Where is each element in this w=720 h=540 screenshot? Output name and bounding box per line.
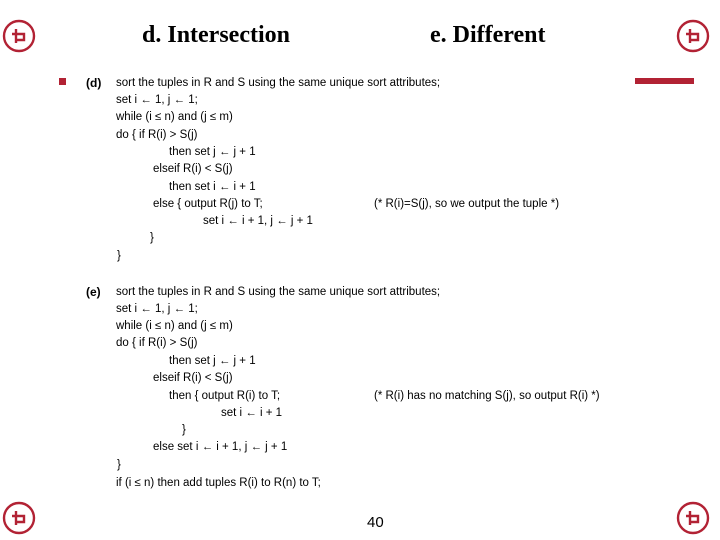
algorithm-e-line: do { if R(i) > S(j): [116, 337, 198, 349]
algorithm-e-label: (e): [86, 285, 101, 299]
algorithm-e-line: then { output R(i) to T;: [169, 390, 281, 402]
algorithm-d-line: set i ← 1, j ← 1;: [116, 94, 198, 106]
stylized-g-icon: [676, 501, 710, 535]
algorithm-e-comment: (* R(i) has no matching S(j), so output R(i) *): [374, 390, 600, 402]
stylized-g-icon: [676, 19, 710, 53]
stylized-g-icon: [2, 501, 36, 535]
algorithm-e-line: if (i ≤ n) then add tuples R(i) to R(n) to T;: [116, 477, 321, 489]
algorithm-d-line: then set i ← i + 1: [169, 181, 256, 193]
algorithm-d-line: sort the tuples in R and S using the same unique sort attributes;: [116, 77, 441, 89]
slide-title-different: e. Different: [430, 22, 546, 48]
algorithm-e-line: }: [117, 459, 121, 471]
algorithm-e-line: while (i ≤ n) and (j ≤ m): [116, 320, 233, 332]
algorithm-e-line: set i ← i + 1: [221, 407, 283, 419]
algorithm-e-line: set i ← 1, j ← 1;: [116, 303, 198, 315]
algorithm-d-label: (d): [86, 76, 102, 90]
page-number: 40: [367, 514, 384, 531]
algorithm-e-line: else set i ← i + 1, j ← j + 1: [153, 441, 288, 453]
accent-bar: [635, 78, 694, 84]
algorithm-e-line: elseif R(i) < S(j): [153, 372, 233, 384]
algorithm-d-line: }: [117, 250, 121, 262]
algorithm-d-line: }: [150, 232, 154, 244]
algorithm-d-comment: (* R(i)=S(j), so we output the tuple *): [374, 198, 560, 210]
slide-title-intersection: d. Intersection: [142, 22, 290, 48]
algorithm-d-line: then set j ← j + 1: [169, 146, 256, 158]
algorithm-e-line: then set j ← j + 1: [169, 355, 256, 367]
bullet-icon: [59, 78, 66, 85]
algorithm-e-line: sort the tuples in R and S using the same unique sort attributes;: [116, 286, 441, 298]
algorithm-d-line: elseif R(i) < S(j): [153, 163, 233, 175]
algorithm-d-line: set i ← i + 1, j ← j + 1: [203, 215, 313, 227]
algorithm-e-line: }: [182, 424, 186, 436]
algorithm-d-line: while (i ≤ n) and (j ≤ m): [116, 111, 233, 123]
stylized-g-icon: [2, 19, 36, 53]
algorithm-d-line: else { output R(j) to T;: [153, 198, 263, 210]
algorithm-d-line: do { if R(i) > S(j): [116, 129, 198, 141]
